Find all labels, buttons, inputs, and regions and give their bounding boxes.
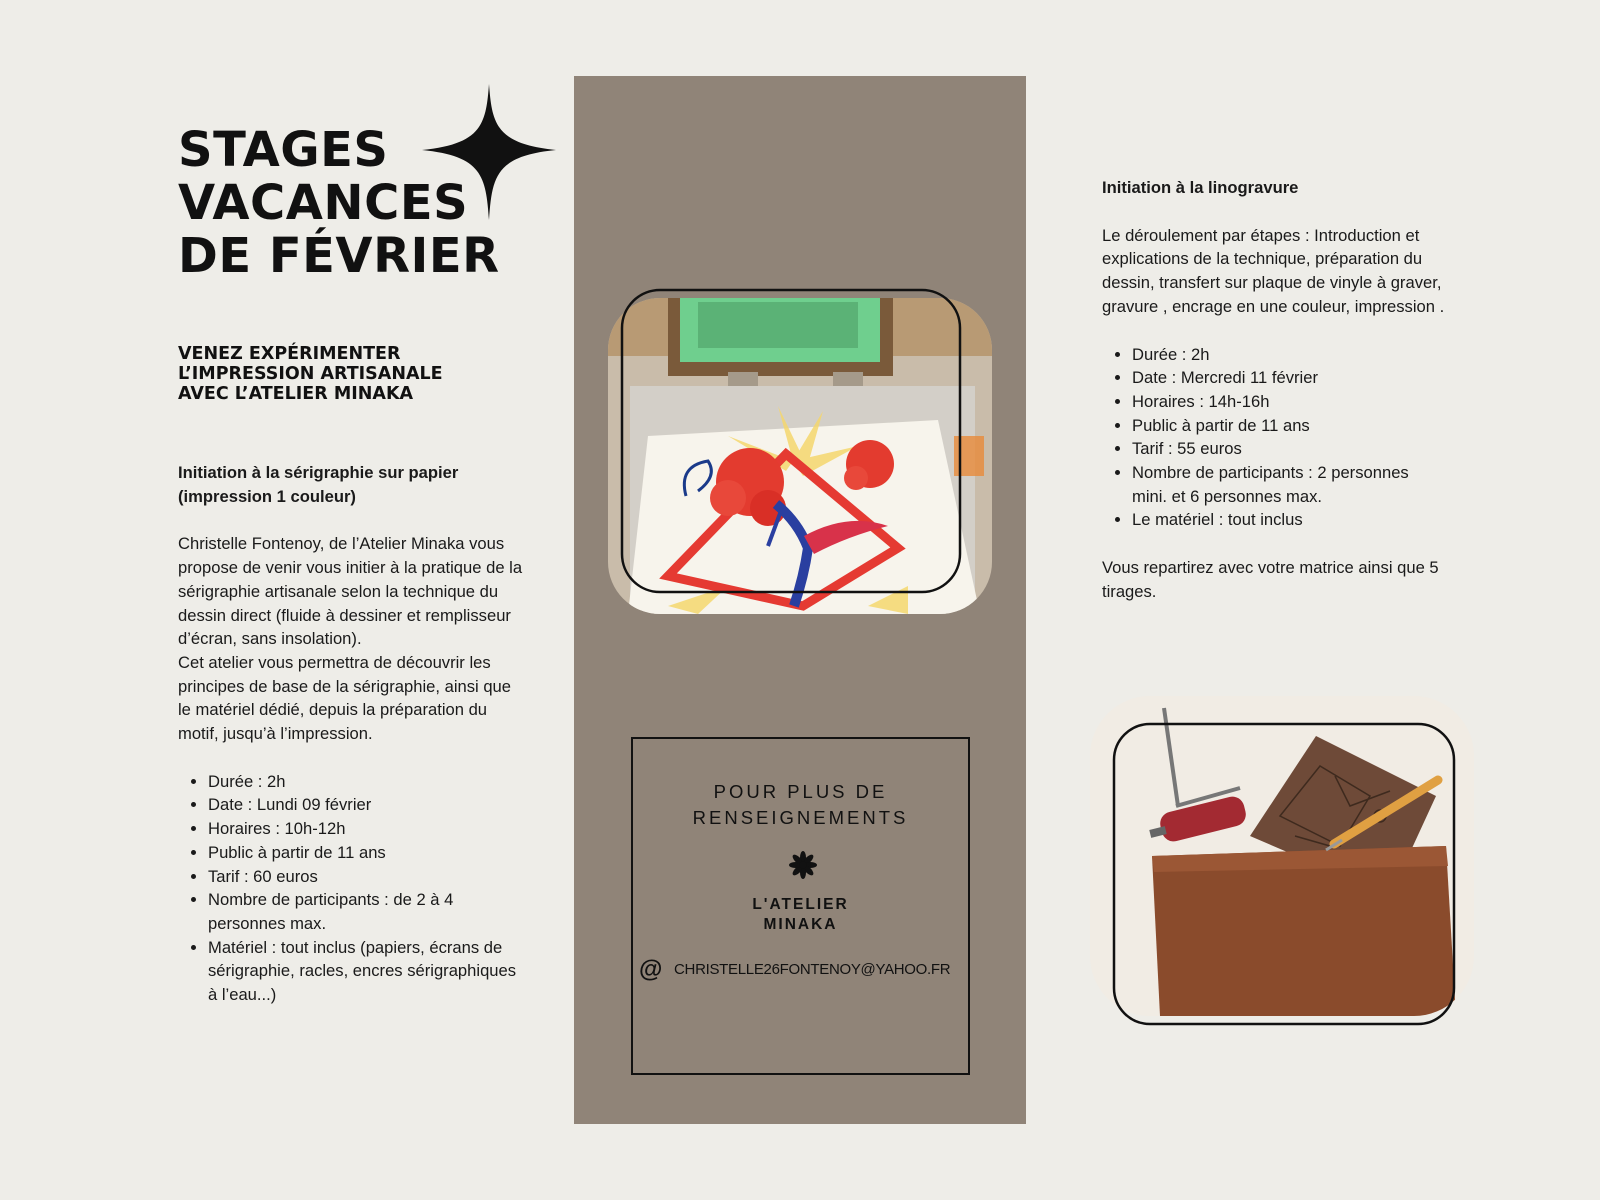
- screenprint-workshop-section: [178, 461, 523, 1007]
- fact-item: • Tarif : 55 euros: [1132, 437, 1447, 461]
- linocut-workshop-facts: [1102, 343, 1447, 533]
- contact-box: [631, 737, 970, 1075]
- atelier-name: [633, 895, 968, 935]
- linocut-workshop-heading: Initiation à la linogravure: [1102, 178, 1299, 197]
- fact-item: • Date : Lundi 09 février: [208, 793, 523, 817]
- description-paragraph: Christelle Fontenoy, de l’Atelier Minaka vous propose de venir vous initier à la pratique de la sérigraphie artisanale selon la technique du dessin direct (fluide à dessiner et remplisseur d’écran, sans insolation).: [178, 534, 523, 649]
- contact-heading: [633, 779, 968, 831]
- fact-item: • Public à partir de 11 ans: [208, 841, 523, 865]
- screenprint-workshop-description: [178, 532, 523, 745]
- page-title: [178, 124, 500, 283]
- fact-item: • Public à partir de 11 ans: [1132, 414, 1447, 438]
- fact-item: • Matériel : tout inclus (papiers, écrans de sérigraphie, racles, encres sérigraphiques à l’eau...): [208, 936, 523, 1007]
- atelier-name-line: MINAKA: [763, 916, 838, 933]
- screenprint-workshop-heading: Initiation à la sérigraphie sur papier (impression 1 couleur): [178, 463, 459, 506]
- contact-heading-line: RENSEIGNEMENTS: [692, 807, 909, 828]
- contact-heading-line: POUR PLUS DE: [713, 781, 888, 802]
- subtitle-line: VENEZ EXPÉRIMENTER: [178, 344, 401, 364]
- atelier-name-line: L'ATELIER: [752, 896, 849, 913]
- subtitle-line: AVEC L’ATELIER MINAKA: [178, 384, 414, 404]
- fact-item: • Nombre de participants : de 2 à 4 personnes max.: [208, 888, 523, 935]
- linocut-closing-note: Vous repartirez avec votre matrice ainsi que 5 tirages.: [1102, 558, 1439, 601]
- linocut-workshop-section: [1102, 176, 1447, 604]
- screenprint-photo: [608, 286, 992, 614]
- fact-item: • Date : Mercredi 11 février: [1132, 366, 1447, 390]
- page-title-line: VACANCES: [178, 175, 469, 231]
- linocut-tools-photo: [1090, 696, 1474, 1028]
- fact-item: • Horaires : 10h-12h: [208, 817, 523, 841]
- fact-item: • Durée : 2h: [208, 770, 523, 794]
- description-paragraph: Cet atelier vous permettra de découvrir les principes de base de la sérigraphie, ainsi que le matériel dédié, depuis la préparation du motif, jusqu’à l’impression.: [178, 652, 512, 744]
- subtitle-line: L’IMPRESSION ARTISANALE: [178, 364, 443, 384]
- screenprint-workshop-facts: [178, 770, 523, 1007]
- fact-item: • Nombre de participants : 2 personnes mini. et 6 personnes max.: [1132, 461, 1447, 508]
- page-subtitle: [178, 344, 443, 404]
- asterisk-icon: [789, 851, 817, 879]
- fact-item: • Durée : 2h: [1132, 343, 1447, 367]
- page-title-line: STAGES: [178, 122, 389, 178]
- at-sign-icon: @: [639, 956, 663, 983]
- fact-item: • Le matériel : tout inclus: [1132, 508, 1447, 532]
- linocut-workshop-description: Le déroulement par étapes : Introduction et explications de la technique, préparation du dessin, transfert sur plaque de vinyle à graver, gravure , encrage en une couleur, impression .: [1102, 225, 1445, 316]
- fact-item: • Tarif : 60 euros: [208, 865, 523, 889]
- page-title-line: DE FÉVRIER: [178, 228, 500, 284]
- fact-item: • Horaires : 14h-16h: [1132, 390, 1447, 414]
- contact-email-link[interactable]: CHRISTELLE26FONTENOY@YAHOO.FR: [674, 961, 951, 978]
